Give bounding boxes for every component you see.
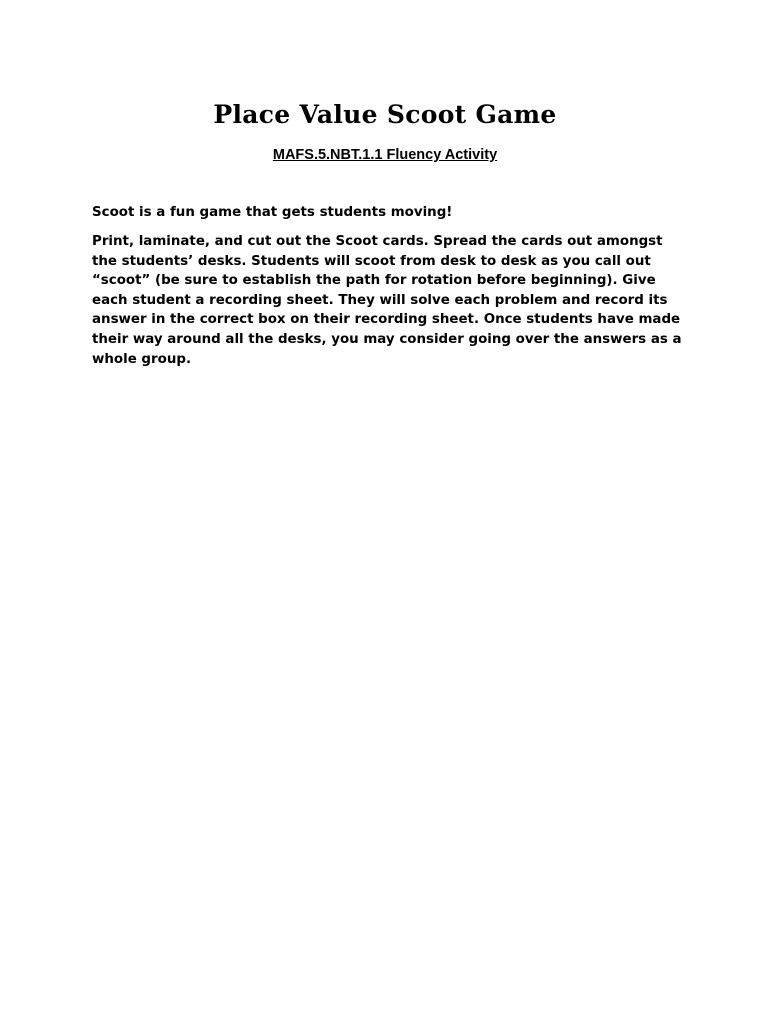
page-title: Place Value Scoot Game: [213, 100, 557, 129]
standard-subtitle: MAFS.5.NBT.1.1 Fluency Activity: [272, 147, 498, 163]
intro-paragraph: Scoot is a fun game that gets students moving!: [92, 205, 453, 220]
instructions-paragraph: Print, laminate, and cut out the Scoot cards. Spread the cards out amongst the students’ desks. Students will scoot from desk to desk as you call out “scoot” (be sure to establish the path for rotation before beginning). Give each student a recording sheet. They will solve each problem and record its answer in the correct box on their recording sheet. Once students have made their way around all the desks, you may consider going over the answers as a whole group.: [92, 234, 682, 367]
